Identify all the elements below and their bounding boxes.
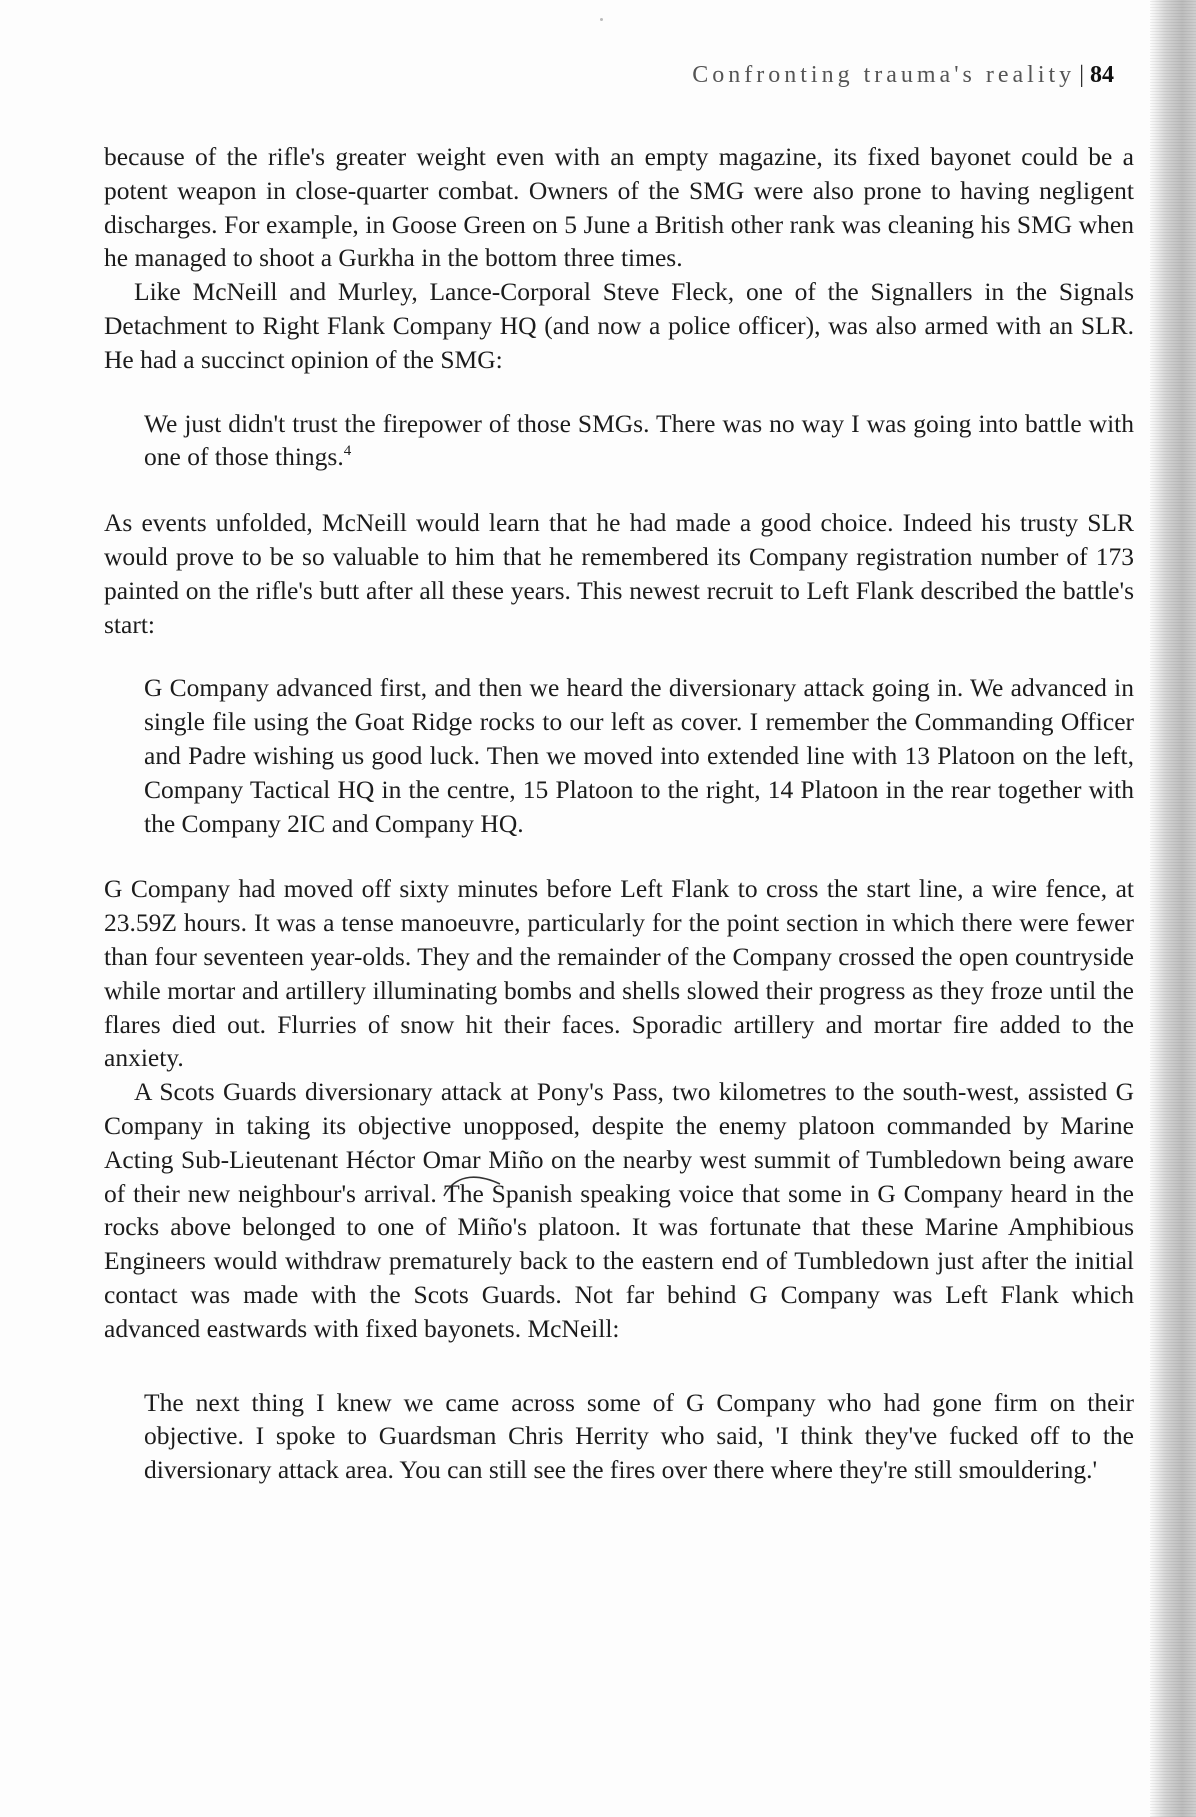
footnote-marker: 4 — [343, 443, 352, 460]
running-head — [692, 62, 1114, 89]
page-edge-shadow — [1150, 0, 1196, 1817]
paragraph-4: G Company had moved off sixty minutes before Left Flank to cross the start line, a wire fence, at 23.59Z hours. It was a tense manoeuvre, particularly for the point section in which there were fewer than four seventeen year-olds. They and the remainder of the Company crossed the open countryside while mortar and artillery illuminating bombs and shells slowed their progress as they froze until the flares died out. Flurries of snow hit their faces. Sporadic artillery and mortar fire added to the anxiety. — [104, 874, 1134, 1073]
scan-speck — [600, 18, 603, 21]
block-quote-2: G Company advanced first, and then we heard the diversionary attack going in. We advanced in single file using the Goat Ridge rocks to our left as cover. I remember the Commanding Officer and Padre wishing us good luck. Then we moved into extended line with 13 Platoon on the left, Company Tactical HQ in the centre, 15 Platoon to the right, 14 Platoon in the rear together with the Company 2IC and Company HQ. — [144, 673, 1134, 838]
block-quote-1-text: We just didn't trust the firepower of those SMGs. There was no way I was going into battle with one of those things. — [144, 408, 1134, 472]
running-head-separator: | — [1079, 62, 1084, 88]
block-quote-3: The next thing I knew we came across some of G Company who had gone firm on their objective. I spoke to Guardsman Chris Herrity who said, 'I think they've fucked off to the diversionary attack area. You can still see the fires over there where they're still smouldering.' — [144, 1387, 1134, 1485]
paragraph-3: As events unfolded, McNeill would learn that he had made a good choice. Indeed his trusty SLR would prove to be so valuable to him that he remembered its Company registration number of 173 painted on the rifle's butt after all these years. This newest recruit to Left Flank described the battle's start: — [104, 508, 1134, 639]
paragraph-5: A Scots Guards diversionary attack at Pony's Pass, two kilometres to the south-west, assisted G Company in taking its objective unopposed, despite the enemy platoon commanded by Marine Acting Sub-Lieutenant Héctor Omar Miño on the nearby west summit of Tumbledown being aware of their new neighbour's arrival. The Spanish speaking voice that some in G Company heard in the rocks above belonged to one of Miño's platoon. It was fortunate that these Marine Amphibious Engineers would withdraw prematurely back to the eastern end of Tumbledown just after the initial contact was made with the Scots Guards. Not far behind G Company was Left Flank which advanced eastwards with fixed bayonets. McNeill: — [104, 1077, 1134, 1343]
paragraph-1: because of the rifle's greater weight even with an empty magazine, its fixed bayonet could be a potent weapon in close-quarter combat. Owners of the SMG were also prone to having negligent discharges. For example, in Goose Green on 5 June a British other rank was cleaning his SMG when he managed to shoot a Gurkha in the bottom three times. — [104, 142, 1134, 273]
paragraph-2: Like McNeill and Murley, Lance-Corporal Steve Fleck, one of the Signallers in the Signals Detachment to Right Flank Company HQ (and now a police officer), was also armed with an SLR. He had a succinct opinion of the SMG: — [104, 277, 1134, 374]
body-text — [104, 140, 1134, 1487]
page-number: 84 — [1090, 62, 1114, 88]
pen-mark — [440, 1170, 504, 1200]
running-head-title: Confronting trauma's reality — [692, 62, 1076, 88]
block-quote-1 — [144, 407, 1134, 475]
